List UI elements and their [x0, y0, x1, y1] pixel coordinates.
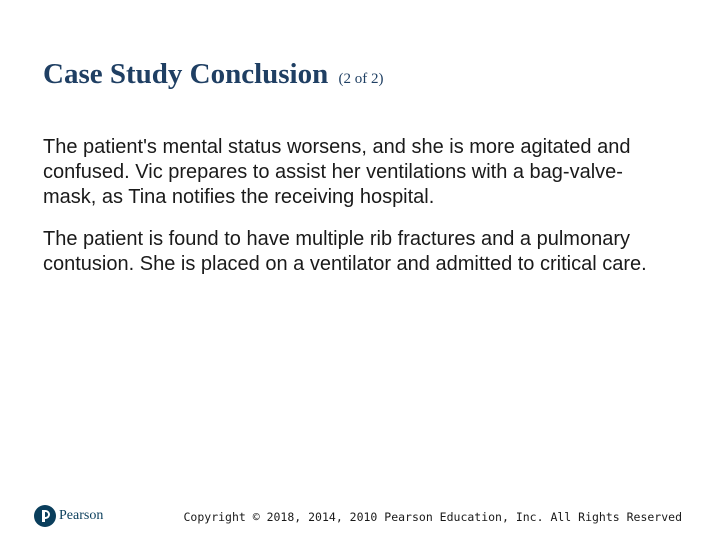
copyright-notice: Copyright © 2018, 2014, 2010 Pearson Education, Inc. All Rights Reserved: [183, 510, 682, 524]
slide-title: [43, 58, 384, 91]
paragraph-1: The patient's mental status worsens, and she is more agitated and confused. Vic prepares to assist her ventilations with a bag-valve-mask, as Tina notifies the receiving hospital.: [43, 136, 631, 208]
logo-wordmark: Pearson: [59, 508, 104, 523]
title-text: Case Study Conclusion: [43, 58, 329, 90]
slide-body: [43, 135, 663, 294]
pearson-p-icon: [34, 505, 56, 527]
title-page-indicator: (2 of 2): [338, 71, 384, 87]
pearson-logo: [34, 505, 103, 527]
paragraph-2: The patient is found to have multiple rib fractures and a pulmonary contusion. She is placed on a ventilator and admitted to critical care.: [43, 228, 647, 275]
